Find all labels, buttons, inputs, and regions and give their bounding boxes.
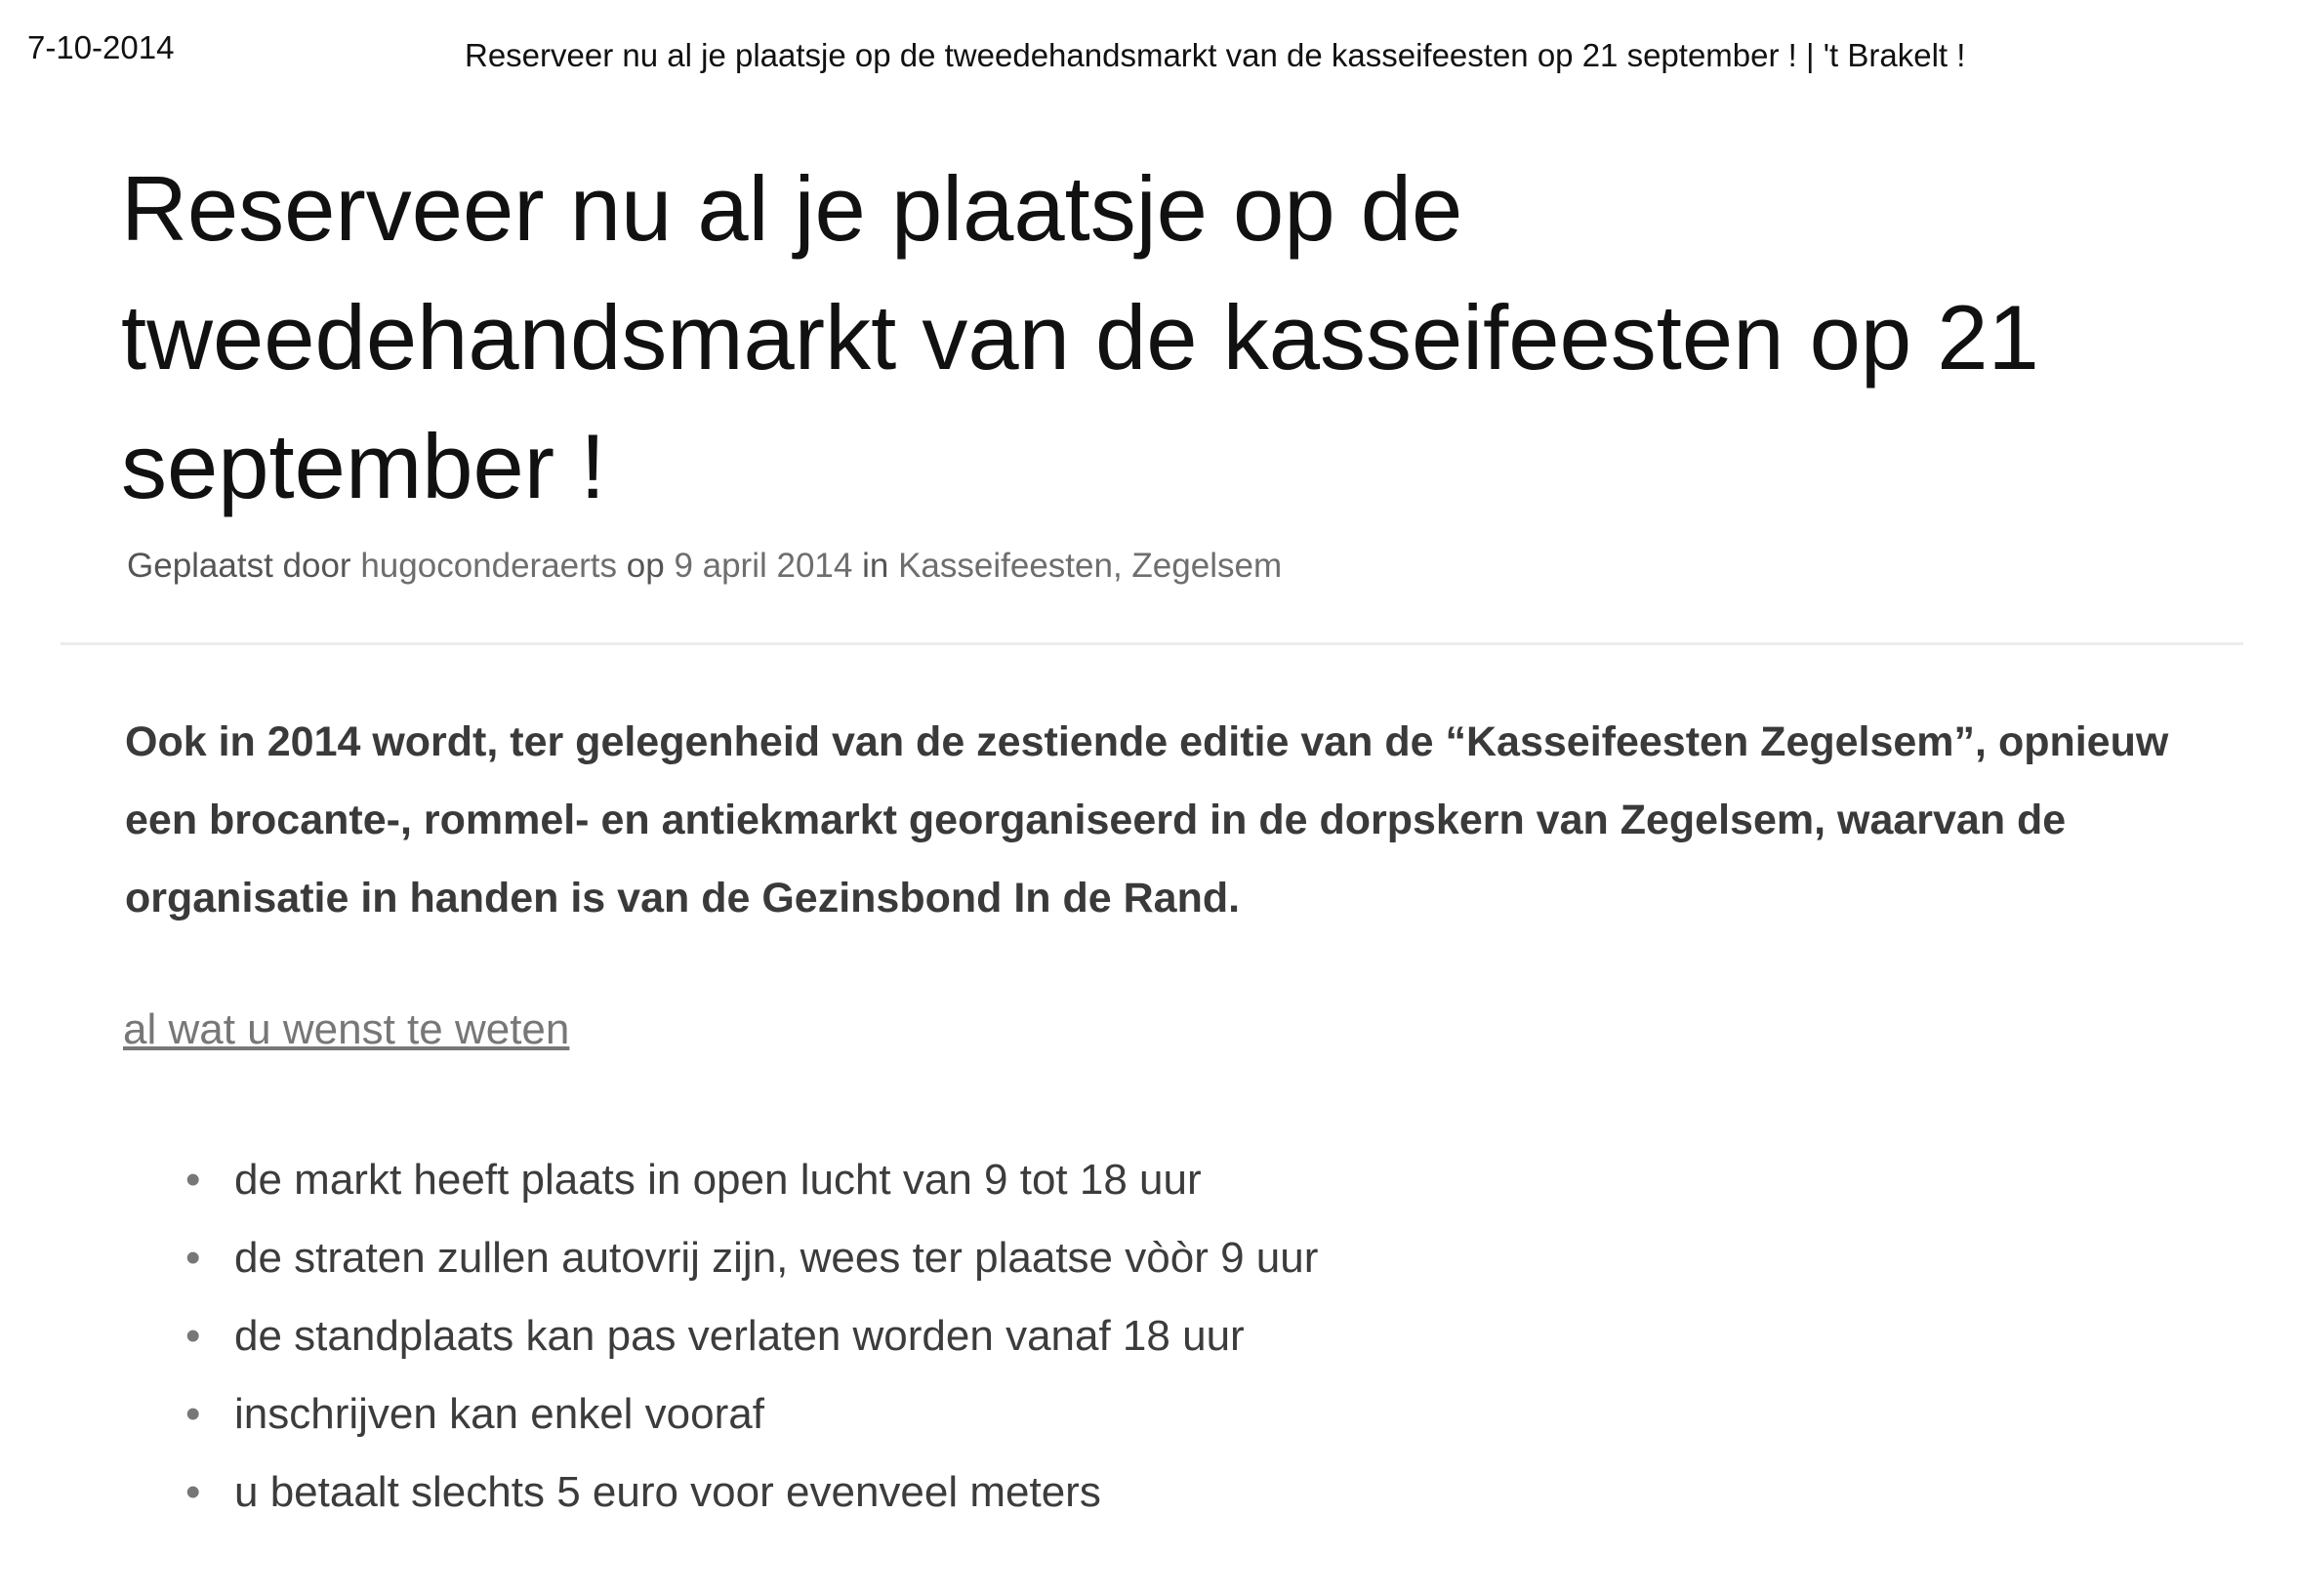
- bullet-icon: •: [185, 1312, 201, 1360]
- category-link-zegelsem[interactable]: Zegelsem: [1131, 547, 1283, 585]
- list-item-text: u betaalt slechts 5 euro voor evenveel meters: [234, 1468, 1101, 1516]
- print-date: 7-10-2014: [27, 29, 175, 65]
- on-label: op: [626, 547, 665, 585]
- intro-paragraph: Ook in 2014 wordt, ter gelegenheid van de zestiende editie van de “Kasseifeesten Zegelsem”, opnieuw een brocante-, rommel- en antiekmarkt georganiseerd in de dorpskern van Zegelsem, waarvan de organisatie in handen is van de Gezinsbond In de Rand.: [125, 718, 2169, 921]
- post-meta: [127, 547, 1282, 586]
- list-item: [185, 1150, 1318, 1228]
- list-item: [185, 1306, 1318, 1384]
- info-list: [185, 1150, 1318, 1540]
- bullet-icon: •: [185, 1156, 201, 1204]
- posted-by-label: Geplaatst door: [127, 547, 351, 585]
- bullet-icon: •: [185, 1390, 201, 1438]
- list-item: [185, 1384, 1318, 1462]
- list-item: [185, 1228, 1318, 1306]
- list-item-text: de straten zullen autovrij zijn, wees ter plaatse vòòr 9 uur: [234, 1234, 1319, 1282]
- list-item-text: inschrijven kan enkel vooraf: [234, 1390, 764, 1438]
- bullet-icon: •: [185, 1468, 201, 1516]
- post-date-link[interactable]: 9 april 2014: [674, 547, 853, 585]
- category-separator: ,: [1112, 547, 1123, 585]
- post-title: Reserveer nu al je plaatsje op de tweedehandsmarkt van de kasseifeesten op 21 september !: [121, 157, 2039, 517]
- in-label: in: [862, 547, 889, 585]
- print-page-title: Reserveer nu al je plaatsje op de tweedehandsmarkt van de kasseifeesten op 21 september ! | 't Brakelt !: [465, 37, 1966, 73]
- info-link[interactable]: al wat u wenst te weten: [123, 1005, 570, 1053]
- list-item-text: de standplaats kan pas verlaten worden vanaf 18 uur: [234, 1312, 1245, 1360]
- divider: [61, 642, 2243, 645]
- bullet-icon: •: [185, 1234, 201, 1282]
- list-item: [185, 1462, 1318, 1540]
- author-link[interactable]: hugoconderaerts: [360, 547, 618, 585]
- category-link-kasseifeesten[interactable]: Kasseifeesten: [898, 547, 1113, 585]
- list-item-text: de markt heeft plaats in open lucht van 9 tot 18 uur: [234, 1156, 1202, 1204]
- print-header: [27, 29, 2270, 78]
